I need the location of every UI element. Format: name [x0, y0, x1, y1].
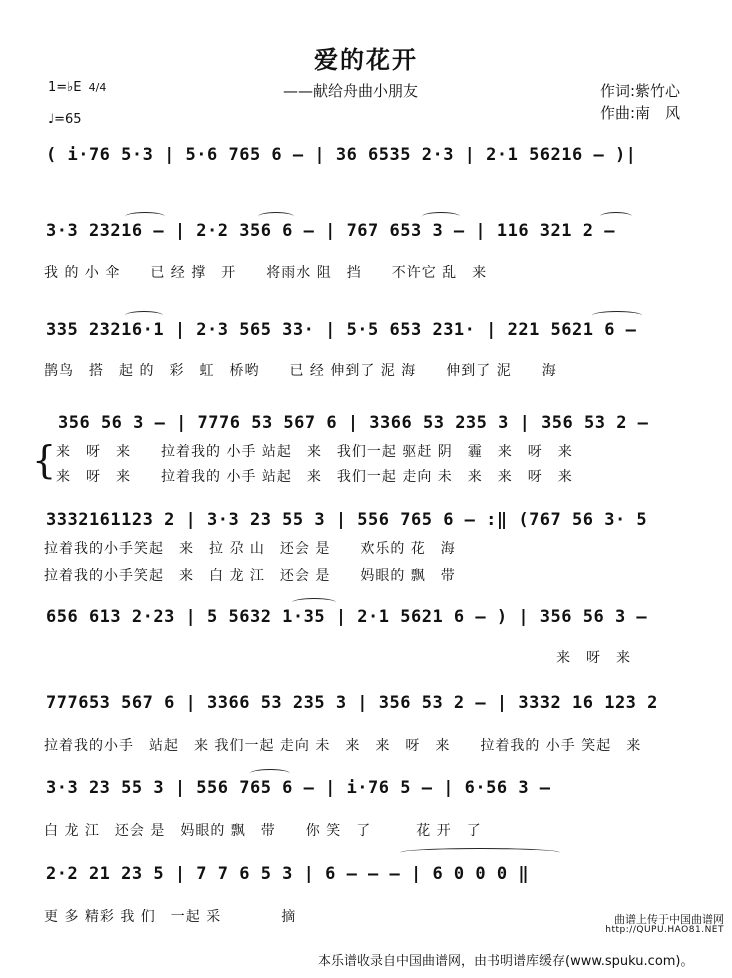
notation-line-1: ( i·76 5·3 | 5·6 765 6 – | 36 6535 2·3 | 2·1 56216 – )| [46, 145, 637, 165]
key-label: 1=♭E [48, 80, 82, 95]
notation-line-7: 777653 567 6 | 3366 53 235 3 | 356 53 2 – | 3332 16 123 2 [46, 693, 658, 713]
lyricist: 作词:紫竹心 [600, 82, 681, 100]
lyrics-line-6: 来 呀 来 [556, 650, 631, 666]
page-title: 爱的花开 [314, 46, 418, 74]
lyrics-line-2: 我 的 小 伞 已 经 撑 开 将雨水 阻 挡 不许它 乱 来 [44, 265, 488, 281]
notation-line-4: 356 56 3 – | 7776 53 567 6 | 3366 53 235 3 | 356 53 2 – [58, 413, 649, 433]
time-signature: 4/4 [88, 81, 107, 94]
lyrics-line-8: 白 龙 江 还会 是 妈眼的 飘 带 你 笑 了 花 开 了 [44, 823, 482, 839]
notation-line-6: 656 613 2·23 | 5 5632 1·35 | 2·1 5621 6 – ) | 356 56 3 – [46, 607, 648, 627]
lyrics-line-5b: 拉着我的小手笑起 来 白 龙 江 还会 是 妈眼的 飘 带 [44, 568, 456, 584]
notation-line-5: 3332161123 2 | 3·3 23 55 3 | 556 765 6 – :‖ (767 56 3· 5 [46, 510, 648, 530]
key-signature [48, 80, 106, 95]
tie-slur [400, 848, 560, 857]
upload-site: 曲谱上传于中国曲谱网 [614, 913, 724, 926]
subtitle: ——献给舟曲小朋友 [283, 82, 419, 100]
upload-note [605, 914, 724, 936]
slur-mark [125, 212, 165, 221]
slur-mark [292, 598, 336, 607]
lyrics-line-3: 鹊鸟 搭 起 的 彩 虹 桥哟 已 经 伸到了 泥 海 伸到了 泥 海 [44, 363, 557, 379]
slur-mark [592, 311, 642, 320]
tempo-marking: ♩=65 [48, 112, 82, 127]
archive-note: 本乐谱收录自中国曲谱网，由书明谱库缓存(www.spuku.com)。 [318, 954, 694, 969]
lyrics-line-9: 更 多 精彩 我 们 一起 采 摘 [44, 909, 297, 925]
upload-url[interactable]: http://QUPU.HAO81.NET [605, 925, 724, 935]
lyrics-line-5a: 拉着我的小手笑起 来 拉 尕 山 还会 是 欢乐的 花 海 [44, 541, 456, 557]
notation-line-8: 3·3 23 55 3 | 556 765 6 – | i·76 5 – | 6·56 3 – [46, 778, 551, 798]
slur-mark [422, 212, 460, 221]
slur-mark [600, 212, 632, 221]
lyrics-line-4b: 来 呀 来 拉着我的 小手 站起 来 我们一起 走向 未 来 来 呀 来 [56, 469, 573, 485]
composer: 作曲:南 风 [600, 104, 681, 122]
notation-line-9: 2·2 21 23 5 | 7 7 6 5 3 | 6 – – – | 6 0 0 0 ‖ [46, 864, 530, 884]
slur-mark [258, 212, 294, 221]
lyrics-line-7: 拉着我的小手 站起 来 我们一起 走向 未 来 来 呀 来 拉着我的 小手 笑起 来 [44, 738, 642, 754]
notation-line-2: 3·3 23216 – | 2·2 356 6 – | 767 653 3 – | 116 321 2 – [46, 221, 615, 241]
notation-line-3: 335 23216·1 | 2·3 565 33· | 5·5 653 231· | 221 5621 6 – [46, 320, 637, 340]
verse-brace: { [32, 438, 57, 482]
slur-mark [250, 769, 290, 778]
slur-mark [125, 311, 163, 320]
lyrics-line-4a: 来 呀 来 拉着我的 小手 站起 来 我们一起 驱赶 阴 霾 来 呀 来 [56, 444, 573, 460]
